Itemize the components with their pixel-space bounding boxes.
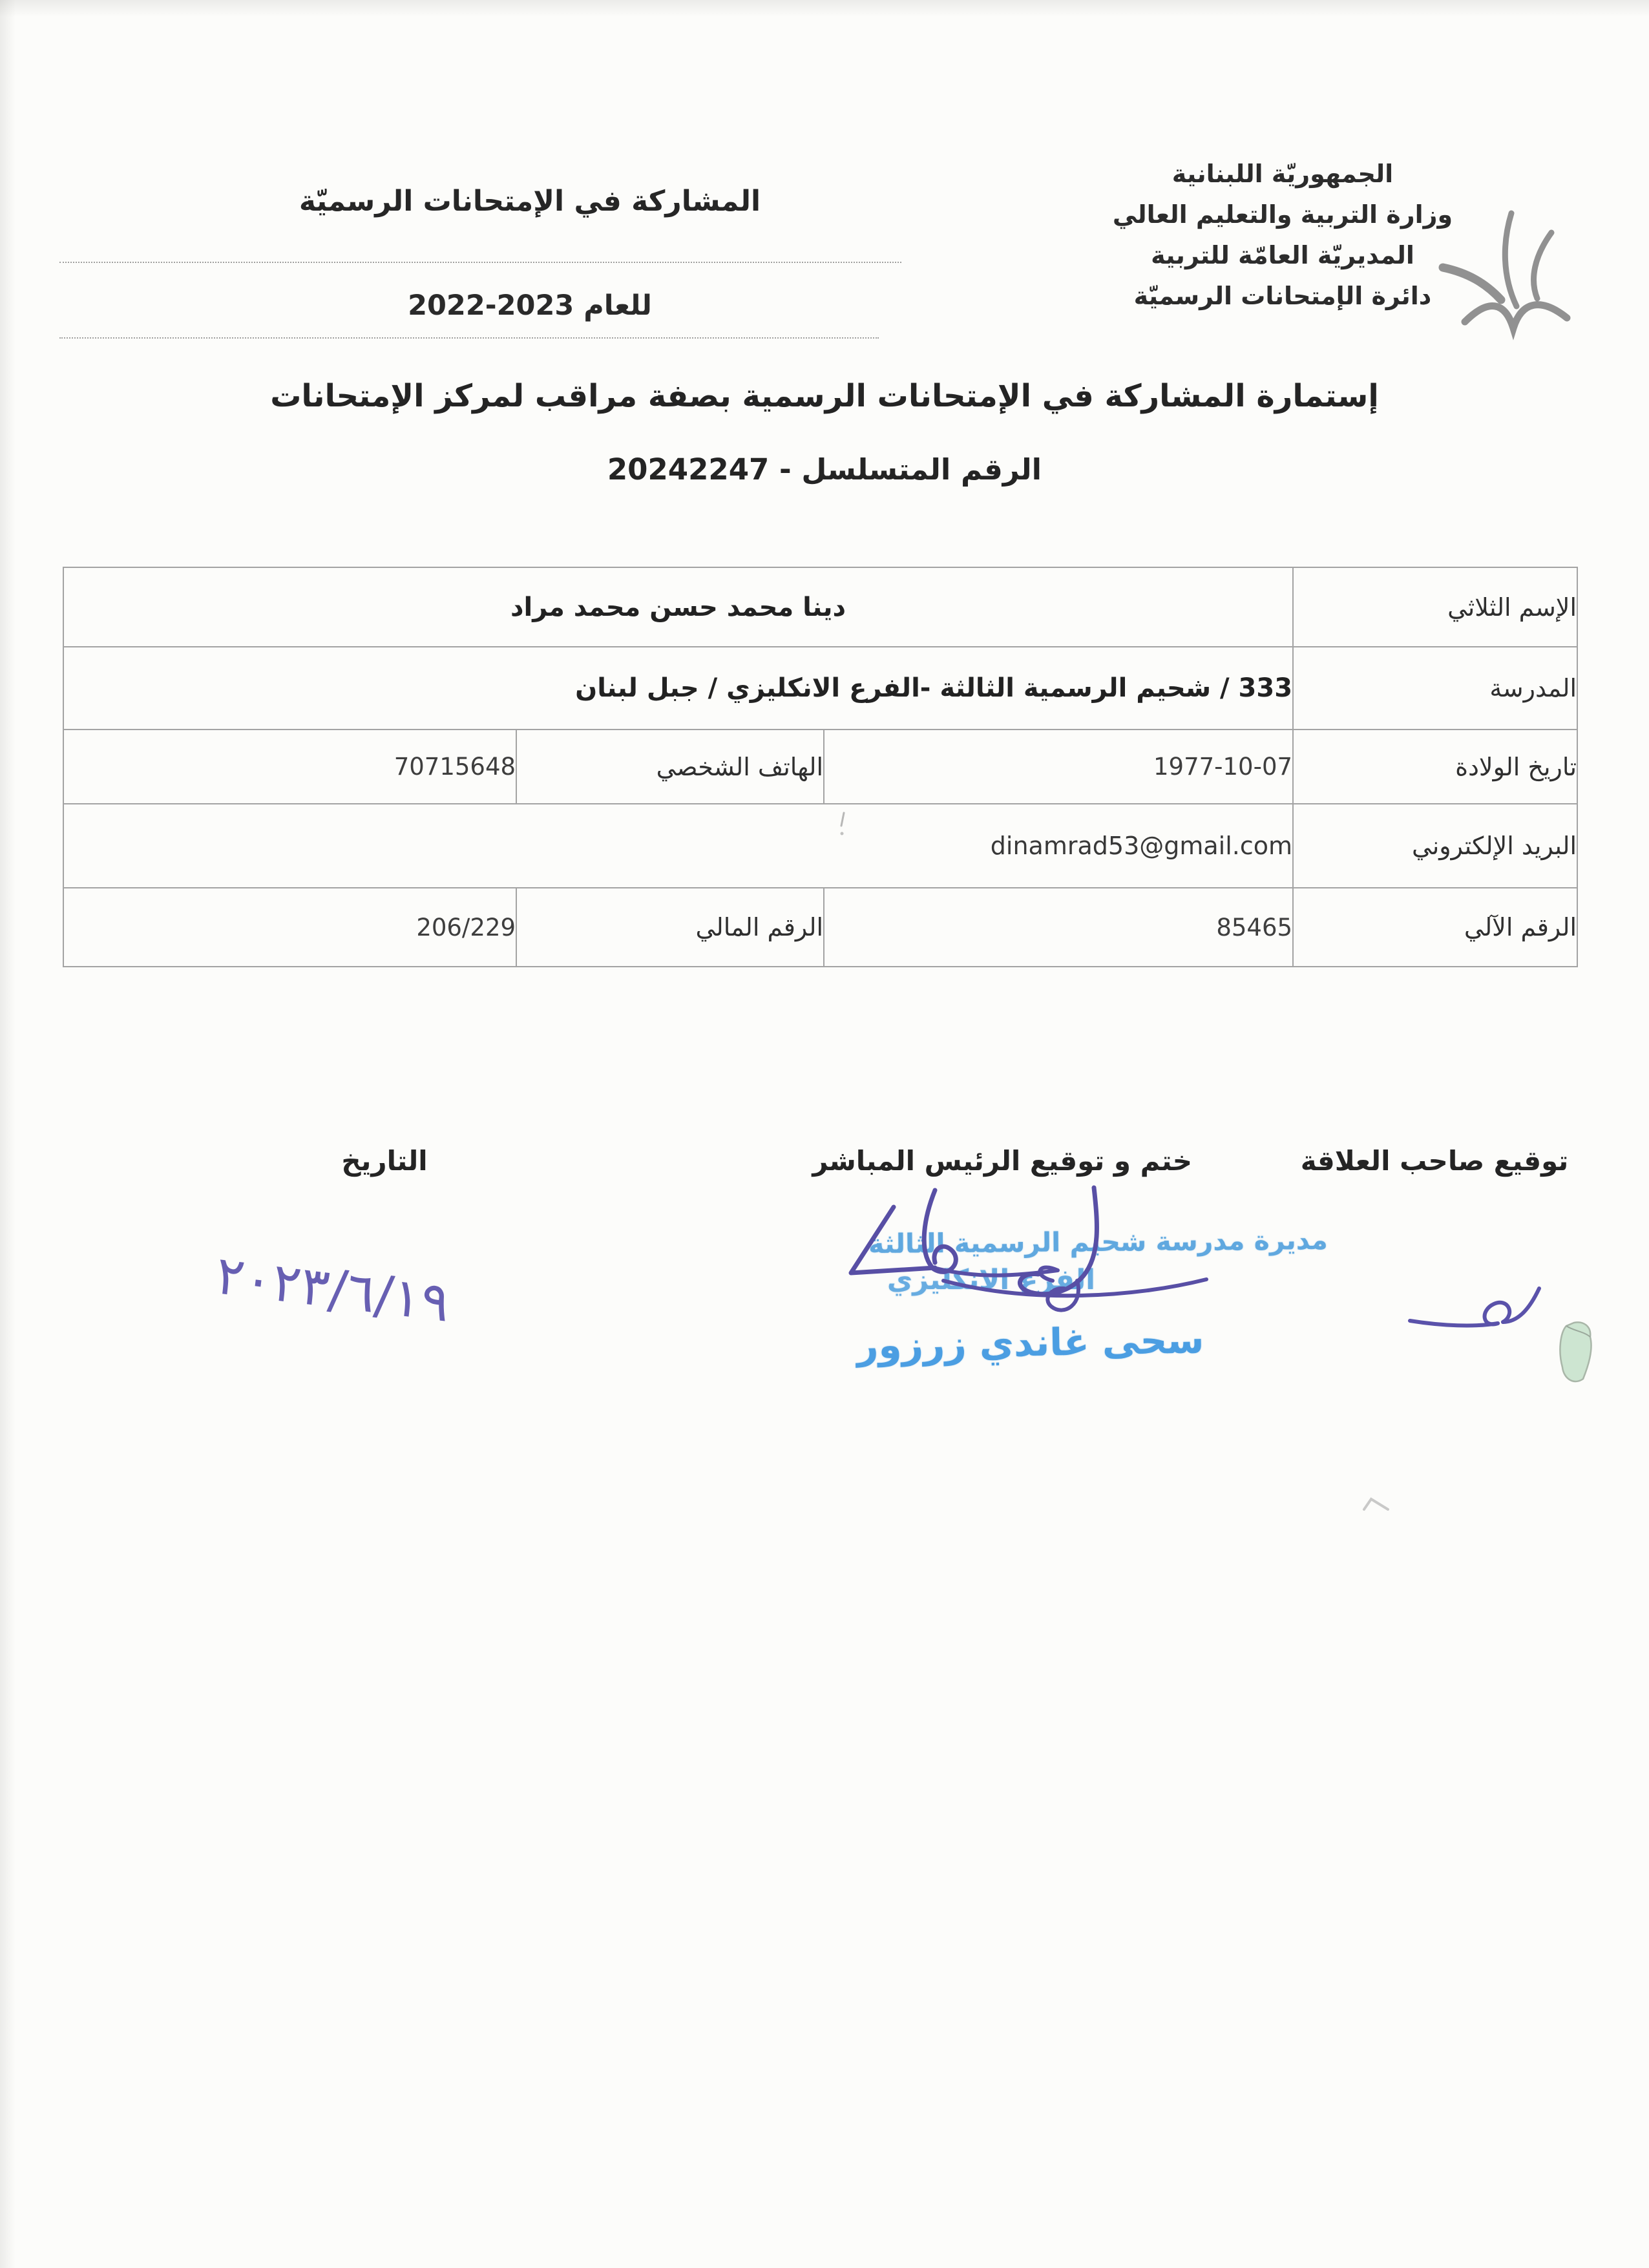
supervisor-signature-label: ختم و توقيع الرئيس المباشر	[812, 1145, 1192, 1177]
serial-number-line: الرقم المتسلسل - 20242247	[607, 452, 1042, 487]
owner-signature-ink	[1402, 1274, 1564, 1345]
form-title: إستمارة المشاركة في الإمتحانات الرسمية بصفة مراقب لمركز الإمتحانات	[270, 378, 1379, 414]
email-label-cell: البريد الإلكتروني	[1293, 804, 1577, 888]
divider-line-2	[59, 337, 879, 339]
supervisor-signature-ink	[837, 1182, 1224, 1341]
ink-speck-artifact	[837, 812, 850, 840]
school-value-cell: 333 / شحيم الرسمية الثالثة -الفرع الانكليزي / جبل لبنان	[63, 647, 1293, 730]
birthdate-value-cell: 1977-10-07	[824, 730, 1293, 804]
applicant-info-table	[63, 567, 1578, 967]
handwritten-date: ٢٠٢٣/٦/١٩	[212, 1244, 454, 1334]
scan-edge-shadow-top	[0, 0, 1649, 17]
program-title: المشاركة في الإمتحانات الرسميّة	[299, 185, 761, 218]
table-row-email	[63, 804, 1577, 888]
school-label-cell: المدرسة	[1293, 647, 1577, 730]
table-row-school	[63, 647, 1577, 730]
ministry-line-ministry: وزارة التربية والتعليم العالي	[1112, 200, 1453, 229]
gray-check-artifact	[1362, 1496, 1392, 1515]
birthdate-label-cell: تاريخ الولادة	[1293, 730, 1577, 804]
date-label: التاريخ	[341, 1145, 428, 1177]
table-row-birth-phone	[63, 730, 1577, 804]
year-line: للعام 2023-2022	[408, 289, 652, 322]
auto-number-value-cell: 85465	[824, 888, 1293, 967]
phone-label-cell: الهاتف الشخصي	[516, 730, 824, 804]
table-row-numbers	[63, 888, 1577, 967]
name-value-cell: دينا محمد حسن محمد مراد	[63, 567, 1293, 647]
divider-line-1	[59, 262, 901, 263]
ministry-line-directorate: المديريّة العامّة للتربية	[1151, 241, 1414, 269]
auto-number-label-cell: الرقم الآلي	[1293, 888, 1577, 967]
ministry-logo-icon	[1438, 208, 1591, 349]
stamp-principal-name-line: سحى غاندي زرزور	[856, 1318, 1204, 1368]
phone-value-cell: 70715648	[63, 730, 516, 804]
ministry-line-exams-dept: دائرة الإمتحانات الرسميّة	[1133, 282, 1432, 310]
name-label-cell: الإسم الثلاثي	[1293, 567, 1577, 647]
stamp-branch-line: الفرع الانكليزي	[887, 1264, 1095, 1296]
scan-edge-shadow-left	[0, 0, 16, 2268]
ministry-header-block	[1092, 154, 1473, 317]
green-tape-artifact	[1555, 1321, 1597, 1389]
owner-signature-label: توقيع صاحب العلاقة	[1300, 1145, 1569, 1177]
financial-number-value-cell: 206/229	[63, 888, 516, 967]
stamp-school-name-line: مديرة مدرسة شحيم الرسمية الثالثة	[868, 1224, 1329, 1260]
financial-number-label-cell: الرقم المالي	[516, 888, 824, 967]
ministry-line-republic: الجمهوريّة اللبنانية	[1171, 160, 1394, 188]
table-row-name	[63, 567, 1577, 647]
email-value-cell: dinamrad53@gmail.com	[63, 804, 1293, 888]
